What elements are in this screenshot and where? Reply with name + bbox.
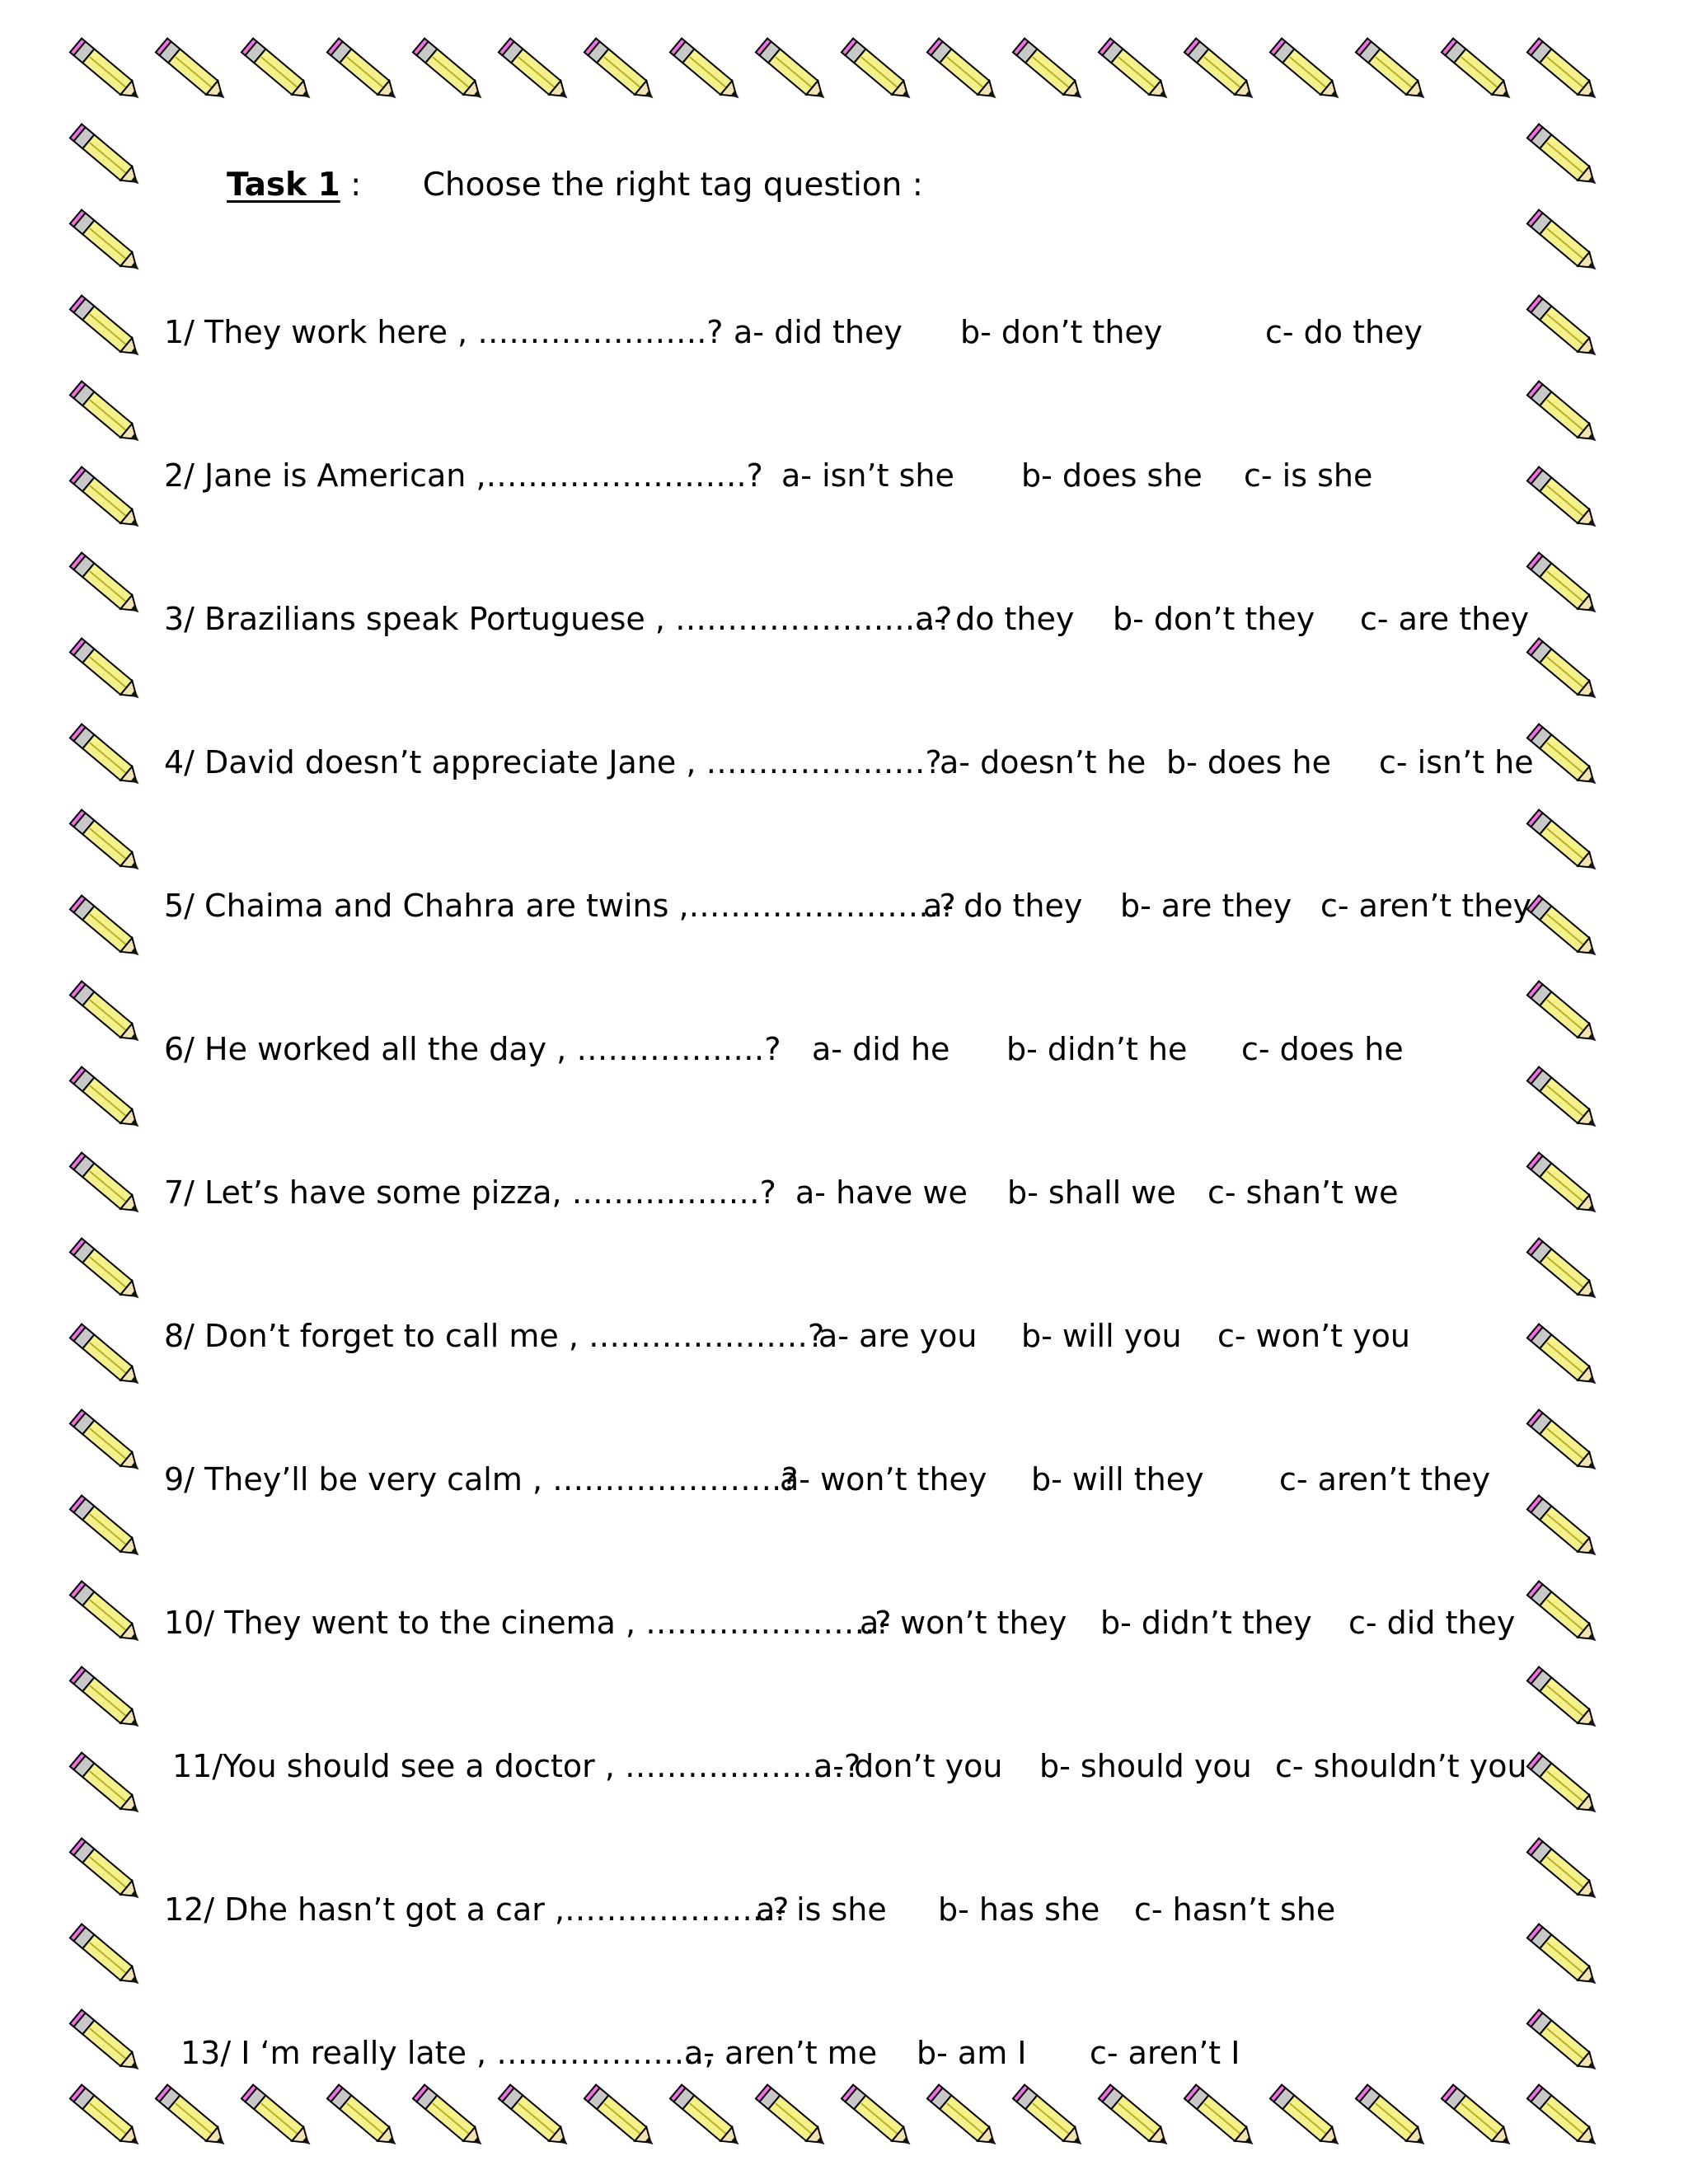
question-row-11 — [172, 1746, 1549, 1787]
option-b: b- should you — [1039, 1748, 1252, 1784]
option-b: b- don’t they — [960, 314, 1163, 350]
option-a: a- do they — [915, 601, 1075, 637]
option-a: a- are you — [818, 1318, 978, 1354]
question-row-2 — [164, 455, 1450, 496]
question-row-12 — [164, 1889, 1450, 1930]
option-b: b- didn’t they — [1100, 1605, 1312, 1641]
question-stem: 13/ I ‘m really late , ……………….., — [181, 2035, 715, 2071]
question-stem: 8/ Don’t forget to call me , …………………? — [164, 1318, 825, 1354]
option-a: a- did he — [812, 1031, 950, 1067]
question-stem: 4/ David doesn’t appreciate Jane , …………………? — [164, 744, 942, 780]
option-b: b- will you — [1021, 1318, 1182, 1354]
option-c: c- do they — [1265, 314, 1423, 350]
question-row-7 — [164, 1172, 1450, 1213]
option-a: a- won’t they — [780, 1461, 987, 1497]
question-stem: 2/ Jane is American ,…………………….? — [164, 457, 763, 494]
question-stem: 5/ Chaima and Chahra are twins ,……………………? — [164, 888, 956, 924]
option-a: a- doesn’t he — [940, 744, 1146, 780]
option-a: a- is she — [756, 1891, 887, 1928]
option-b: b- has she — [938, 1891, 1100, 1928]
option-c: c- aren’t they — [1279, 1461, 1491, 1497]
option-c: c- is she — [1244, 457, 1373, 494]
option-c: c- shouldn’t you — [1275, 1748, 1527, 1784]
option-b: b- shall we — [1007, 1174, 1176, 1211]
option-a: a- do they — [923, 888, 1083, 924]
question-row-4 — [164, 742, 1549, 783]
question-stem: 3/ Brazilians speak Portuguese , …………………….? — [164, 601, 953, 637]
question-row-9 — [164, 1459, 1491, 1500]
option-b: b- will they — [1031, 1461, 1204, 1497]
task-colon: : — [350, 166, 362, 204]
question-row-13 — [181, 2032, 1450, 2074]
option-c: c- did they — [1348, 1605, 1516, 1641]
option-b: b- does he — [1166, 744, 1332, 780]
question-stem: 7/ Let’s have some pizza, ………………? — [164, 1174, 776, 1211]
option-c: c- won’t you — [1217, 1318, 1410, 1354]
question-stem: 9/ They’ll be very calm , ………………….? — [164, 1461, 799, 1497]
question-stem: 12/ Dhe hasn’t got a car ,………………..? — [164, 1891, 790, 1928]
question-stem: 6/ He worked all the day , ………………? — [164, 1031, 781, 1067]
question-row-3 — [164, 598, 1549, 640]
option-a: a- have we — [795, 1174, 968, 1211]
option-c: c- isn’t he — [1379, 744, 1534, 780]
option-b: b- don’t they — [1113, 601, 1315, 637]
option-c: c- aren’t I — [1090, 2035, 1240, 2071]
task-label: Task 1 — [227, 166, 340, 204]
option-c: c- are they — [1360, 601, 1530, 637]
option-a: a- won’t they — [860, 1605, 1067, 1641]
option-b: b- are they — [1120, 888, 1292, 924]
option-b: b- does she — [1021, 457, 1203, 494]
option-a: a- aren’t me — [684, 2035, 878, 2071]
task-heading — [227, 166, 923, 204]
option-b: b- didn’t he — [1006, 1031, 1188, 1067]
option-c: c- aren’t they — [1320, 888, 1532, 924]
question-row-8 — [164, 1315, 1450, 1357]
option-c: c- does he — [1241, 1031, 1404, 1067]
question-row-1 — [164, 312, 1450, 353]
question-stem: 11/You should see a doctor , …………………? — [172, 1748, 861, 1784]
task-instruction: Choose the right tag question : — [422, 166, 923, 204]
question-row-10 — [164, 1602, 1549, 1643]
question-stem: 10/ They went to the cinema , ………………….? — [164, 1605, 892, 1641]
option-a: a- did they — [734, 314, 903, 350]
option-c: c- hasn’t she — [1134, 1891, 1336, 1928]
option-b: b- am I — [917, 2035, 1027, 2071]
option-c: c- shan’t we — [1207, 1174, 1399, 1211]
option-a: a- isn’t she — [781, 457, 954, 494]
question-row-6 — [164, 1029, 1450, 1070]
question-row-5 — [164, 885, 1549, 926]
question-stem: 1/ They work here , ………………….? — [164, 314, 724, 350]
option-a: a- don’t you — [814, 1748, 1003, 1784]
